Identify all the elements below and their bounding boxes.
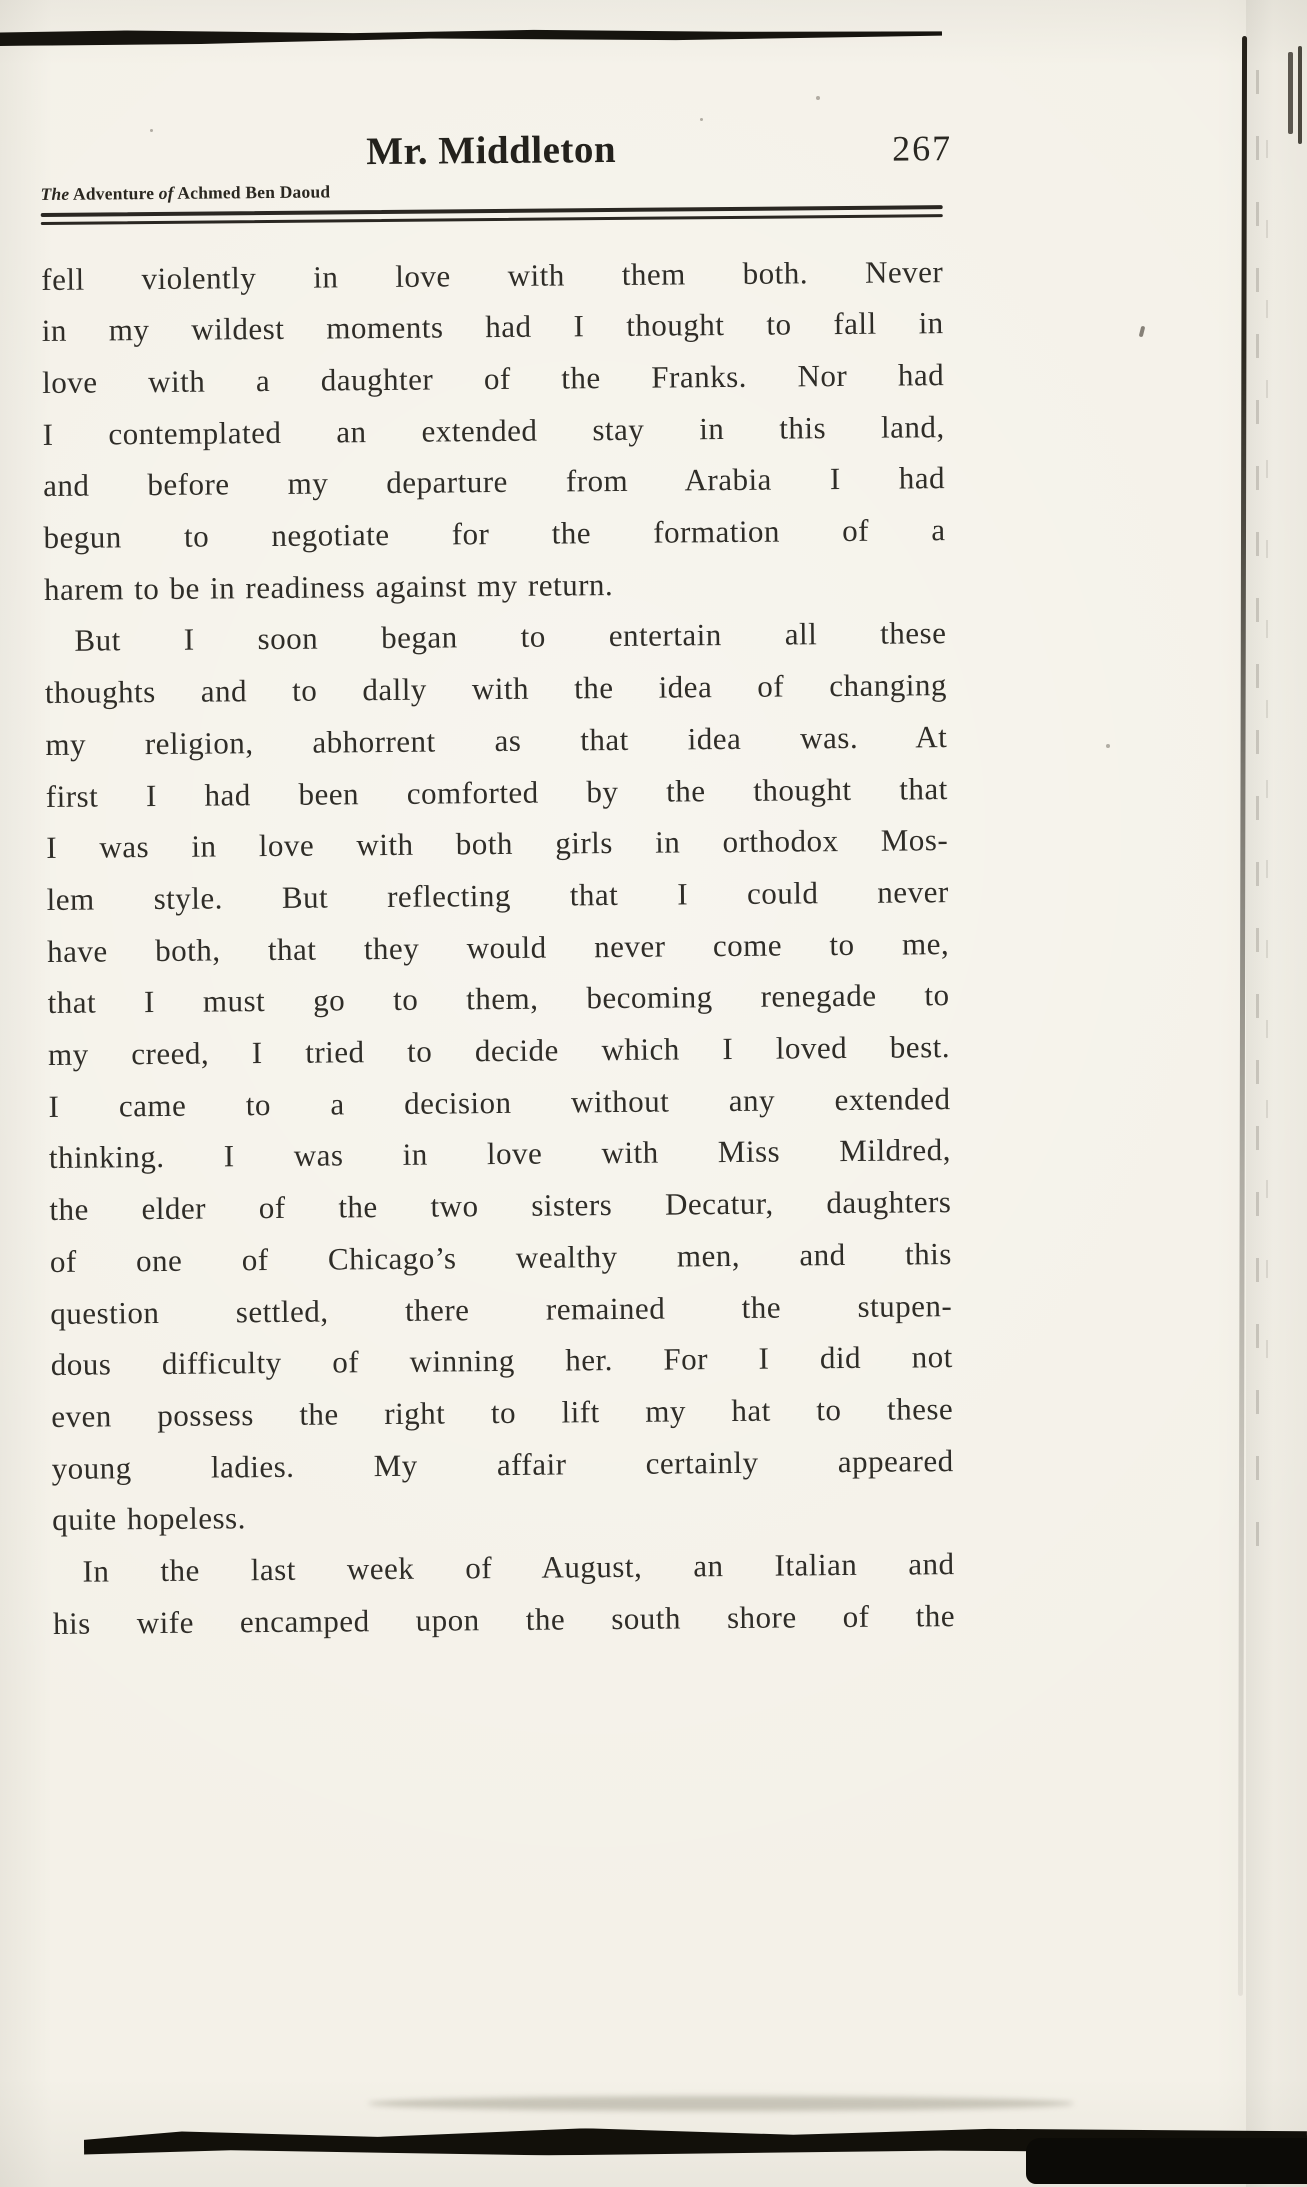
text-line: love with a daughter of the Franks. Nor had	[42, 357, 945, 400]
body-text	[41, 246, 955, 1650]
text-line: But I soon began to entertain all these	[74, 615, 947, 659]
text-line: I came to a decision without any extended	[48, 1080, 951, 1124]
scan-artifact-bottom-blob	[1026, 2138, 1307, 2184]
subtitle-text: Adventure	[69, 182, 159, 204]
scan-artifact-corner-mark	[1288, 52, 1293, 134]
scan-artifact-corner-mark	[1298, 46, 1302, 144]
scan-speck	[700, 118, 703, 121]
text-line: of one of Chicago’s wealthy men, and this	[49, 1235, 952, 1279]
text-line: the elder of the two sisters Decatur, daughters	[49, 1184, 952, 1228]
text-line: In the last week of August, an Italian and	[82, 1546, 955, 1589]
scan-artifact-bottom-smudge	[368, 2096, 1074, 2111]
subtitle-italic-word: The	[40, 183, 70, 204]
page-content	[40, 122, 955, 1649]
paragraph	[41, 246, 946, 616]
scan-speck	[1106, 744, 1110, 748]
subtitle-text: Achmed Ben Daoud	[173, 181, 331, 203]
paragraph	[52, 1538, 955, 1649]
text-line: harem to be in readiness against my return.	[43, 566, 614, 607]
text-line: thinking. I was in love with Miss Mildred,	[48, 1132, 952, 1176]
text-line: I contemplated an extended stay in this land,	[42, 408, 945, 452]
subtitle-italic-word: of	[158, 182, 174, 203]
text-line: his wife encamped upon the south shore of the	[52, 1597, 956, 1641]
text-line: even possess the right to lift my hat to these	[51, 1391, 954, 1434]
text-line: my religion, abhorrent as that idea was. At	[45, 718, 948, 762]
text-line: first I had been comforted by the thought that	[45, 770, 948, 814]
text-line: begun to negotiate for the formation of a	[43, 512, 946, 555]
text-line: thoughts and to dally with the idea of changing	[44, 667, 948, 711]
text-line: fell violently in love with them both. Never	[41, 253, 944, 297]
running-head-title: Mr. Middleton	[366, 127, 617, 174]
text-line: my creed, I tried to decide which I loved best.	[47, 1029, 951, 1073]
page-number: 267	[892, 128, 953, 169]
page-header	[40, 122, 953, 180]
paragraph	[44, 608, 954, 1546]
text-line: in my wildest moments had I thought to fall in	[41, 305, 944, 349]
text-line: quite hopeless.	[51, 1500, 247, 1538]
text-line: and before my departure from Arabia I had	[42, 460, 946, 504]
text-line: dous difficulty of winning her. For I did not	[50, 1339, 953, 1383]
text-line: lem style. But reflecting that I could never	[46, 874, 949, 917]
text-line: have both, that they would never come to me,	[47, 925, 950, 969]
scan-speck	[816, 96, 820, 100]
text-line: that I must go to them, becoming renegade to	[47, 977, 950, 1021]
scan-artifact-edge-dashes	[1266, 140, 1268, 1390]
scan-artifact-edge-dashes	[1256, 70, 1259, 1570]
text-line: I was in love with both girls in orthodox Mos-	[46, 822, 949, 866]
text-line: question settled, there remained the stupen-	[50, 1287, 953, 1331]
chapter-subtitle	[40, 175, 942, 206]
text-line: young ladies. My affair certainly appeared	[51, 1442, 954, 1486]
